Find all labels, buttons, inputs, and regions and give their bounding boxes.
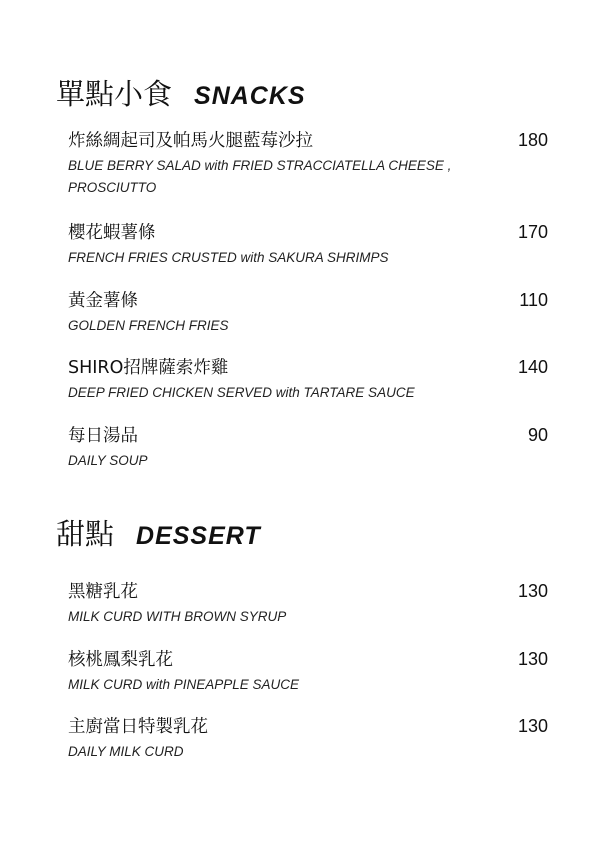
item-price: 130 <box>517 581 548 601</box>
menu-item <box>68 422 548 472</box>
dessert-heading <box>56 512 261 553</box>
item-price: 90 <box>527 425 548 445</box>
menu-item <box>68 127 548 199</box>
item-name-en: MILK CURD WITH BROWN SYRUP <box>68 609 287 624</box>
item-price: 140 <box>517 357 548 377</box>
item-price: 130 <box>517 649 548 669</box>
item-name-en: GOLDEN FRENCH FRIES <box>68 318 229 333</box>
item-name-zh: 每日湯品 <box>68 426 138 446</box>
item-price: 180 <box>517 130 548 150</box>
snacks-title-en: SNACKS <box>194 82 306 110</box>
menu-item <box>68 287 548 337</box>
item-price: 110 <box>519 290 548 310</box>
menu-item <box>68 354 548 404</box>
item-name-zh: 黃金薯條 <box>68 291 138 311</box>
item-name-zh: 核桃鳳梨乳花 <box>68 650 173 670</box>
item-name-zh: SHIRO招牌薩索炸雞 <box>68 358 229 378</box>
item-price: 130 <box>517 716 548 736</box>
snacks-heading <box>56 72 306 113</box>
item-name-en: FRENCH FRIES CRUSTED with SAKURA SHRIMPS <box>68 250 389 265</box>
item-name-zh: 主廚當日特製乳花 <box>68 717 208 737</box>
item-name-zh: 櫻花蝦薯條 <box>68 223 156 243</box>
snacks-title-zh: 單點小食 <box>56 77 173 111</box>
item-price: 170 <box>517 222 548 242</box>
item-name-en: BLUE BERRY SALAD with FRIED STRACCIATELLA CHEESE , PROSCIUTTO <box>68 158 452 195</box>
item-name-zh: 炸絲綢起司及帕馬火腿藍莓沙拉 <box>68 131 313 151</box>
item-name-en: DEEP FRIED CHICKEN SERVED with TARTARE SAUCE <box>68 385 415 400</box>
menu-item <box>68 219 548 269</box>
dessert-title-zh: 甜點 <box>56 517 115 551</box>
item-name-en: DAILY SOUP <box>68 453 148 468</box>
item-name-en: DAILY MILK CURD <box>68 744 184 759</box>
item-name-en: MILK CURD with PINEAPPLE SAUCE <box>68 677 300 692</box>
item-name-zh: 黑糖乳花 <box>68 582 138 602</box>
menu-item <box>68 578 548 628</box>
menu-item <box>68 646 548 696</box>
dessert-title-en: DESSERT <box>136 522 261 550</box>
menu-item <box>68 713 548 763</box>
